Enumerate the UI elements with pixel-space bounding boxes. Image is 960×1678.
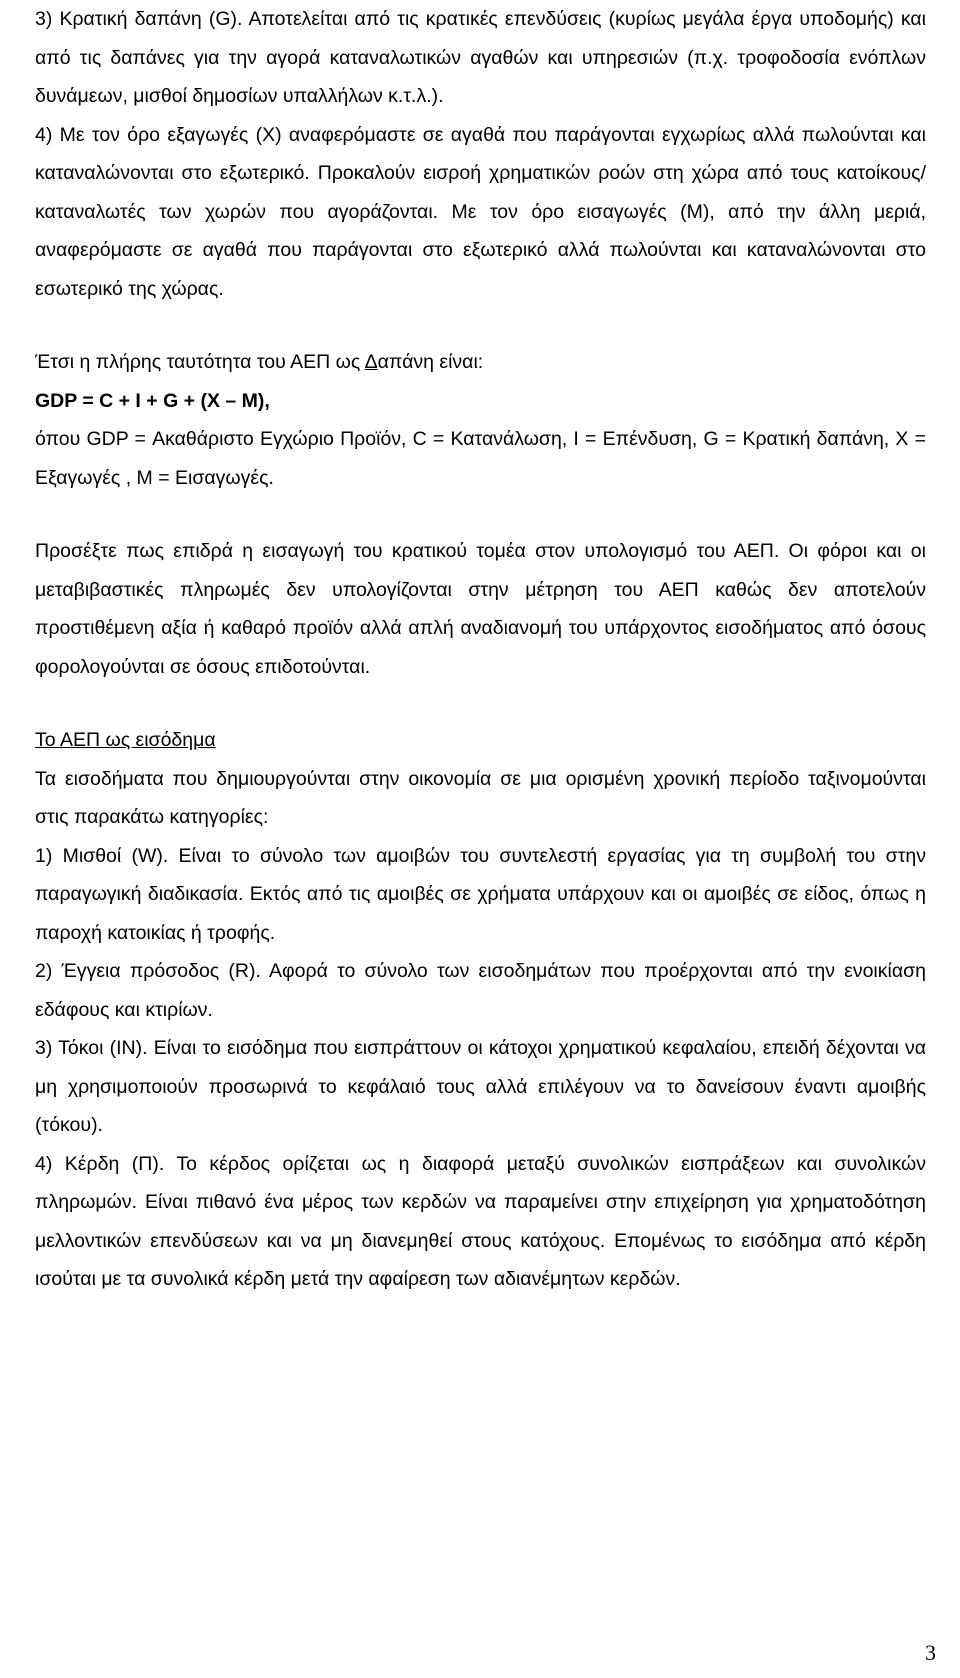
paragraph-rent: 2) Έγγεια πρόσοδος (R). Αφορά το σύνολο των εισοδημάτων που προέρχονται από την ενοικίαση εδάφους και κτιρίων. <box>35 960 926 1021</box>
section-heading: Το ΑΕΠ ως εισόδημα <box>35 729 216 751</box>
paragraph-net-exports: 4) Με τον όρο εξαγωγές (X) αναφερόμαστε σε αγαθά που παράγονται εγχωρίως αλλά πωλούνται και καταναλώνονται στο εξωτερικό. Προκαλούν εισροή χρηματικών ροών στη χώρα από τους κατοίκους/καταναλωτές των χωρών που αγοράζονται. Με τον όρο εισαγωγές (M), από την άλλη μεριά, αναφερόμαστε σε αγαθά που παράγονται στο εξωτερικό αλλά πωλούνται και καταναλώνονται στο εσωτερικό της χώρας. <box>35 123 926 300</box>
paragraph-definitions: όπου GDP = Ακαθάριστο Εγχώριο Προϊόν, C = Κατανάλωση, I = Επένδυση, G = Κρατική δαπάνη, X = Εξαγωγές , M = Εισαγωγές. <box>35 428 926 489</box>
paragraph-gap <box>35 308 926 343</box>
paragraph-profits: 4) Κέρδη (Π). Το κέρδος ορίζεται ως η διαφορά μεταξύ συνολικών εισπράξεων και συνολικών πληρωμών. Είναι πιθανό ένα μέρος των κερδών να παραμείνει στην επιχείρηση για χρηματοδότηση μελλοντικών επενδύσεων και να μη διανεμηθεί στους κατόχους. Επομένως το εισόδημα από κέρδη ισούται με τα συνολικά κέρδη μετά την αφαίρεση των αδιανέμητων κερδών. <box>35 1152 926 1290</box>
paragraph-income-intro: Τα εισοδήματα που δημιουργούνται στην οικονομία σε μια ορισμένη χρονική περίοδο ταξινομούνται στις παρακάτω κατηγορίες: <box>35 767 926 828</box>
gdp-formula: GDP = C + I + G + (X – M), <box>35 389 270 412</box>
paragraph-note: Προσέξτε πως επιδρά η εισαγωγή του κρατικού τομέα στον υπολογισμό του ΑΕΠ. Οι φόροι και οι μεταβιβαστικές πληρωμές δεν υπολογίζονται στην μέτρηση του ΑΕΠ καθώς δεν αποτελούν προστιθέμενη αξία ή καθαρό προϊόν αλλά απλή αναδιανομή του υπάρχοντος εισοδήματος από όσους φορολογούνται σε όσους επιδοτούνται. <box>35 540 926 678</box>
document-page <box>35 0 926 1299</box>
identity-intro-underlined-letter: Δ <box>364 351 378 373</box>
identity-intro-suffix: απάνη είναι: <box>377 351 484 373</box>
page-number: 3 <box>925 1640 936 1665</box>
paragraph-gap <box>35 497 926 532</box>
paragraph-wages: 1) Μισθοί (W). Είναι το σύνολο των αμοιβών του συντελεστή εργασίας για τη συμβολή του στην παραγωγική διαδικασία. Εκτός από τις αμοιβές σε χρήματα υπάρχουν και οι αμοιβές σε είδος, όπως η παροχή κατοικίας ή τροφής. <box>35 844 926 944</box>
paragraph-government-spending: 3) Κρατική δαπάνη (G). Αποτελείται από τις κρατικές επενδύσεις (κυρίως μεγάλα έργα υποδομής) και από τις δαπάνες για την αγορά καταναλωτικών αγαθών και υπηρεσιών (π.χ. τροφοδοσία ενόπλων δυνάμεων, μισθοί δημοσίων υπαλλήλων κ.τ.λ.). <box>35 8 926 107</box>
paragraph-gap <box>35 686 926 721</box>
identity-intro-prefix: Έτσι η πλήρης ταυτότητα του ΑΕΠ ως <box>35 351 365 373</box>
identity-intro <box>35 343 926 382</box>
paragraph-interest: 3) Τόκοι (IN). Είναι το εισόδημα που εισπράττουν οι κάτοχοι χρηματικού κεφαλαίου, επειδή δέχονται να μη χρησιμοποιούν προσωρινά το κεφάλαιό τους αλλά επιλέγουν να το δανείσουν έναντι αμοιβής (τόκου). <box>35 1037 926 1136</box>
